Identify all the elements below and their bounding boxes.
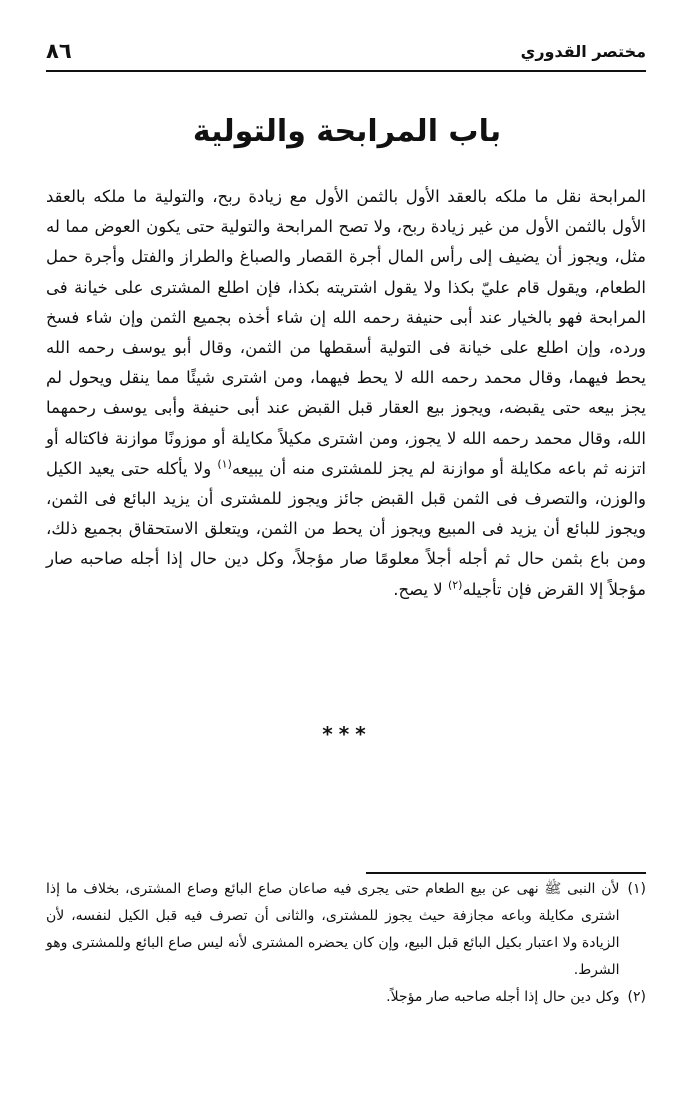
header-divider: [46, 70, 646, 72]
text-segment-3: لا يصح.: [393, 579, 448, 599]
footnote-text: لأن النبى ﷺ نهى عن بيع الطعام حتى يجرى فيه صاعان صاع البائع وصاع المشترى، بخلاف ما إذا اشترى مكايلة وباعه مجازفة حيث يجوز للمشترى، والثانى أن تصرف فيه قبل الكيل لنفسه، لأن الزيادة ولا اعتبار بكيل البائع قبل البيع، وإن كان يحضره المشترى لأنه ليس صاع البائع وللمشترى وهو الشرط.: [46, 881, 620, 978]
footnote-2: [46, 984, 646, 1011]
footnote-number: (١): [627, 881, 646, 897]
main-paragraph: [46, 182, 646, 605]
footnote-number: (٢): [627, 989, 646, 1005]
footnote-1: [46, 876, 646, 984]
footnote-text: وكل دين حال إذا أجله صاحبه صار مؤجلاً.: [386, 989, 620, 1005]
running-book-title: مختصر القدوري: [520, 41, 646, 61]
page-number: ٨٦: [46, 39, 72, 63]
text-segment-2: ولا يأكله حتى يعيد الكيل والوزن، والتصرف فى الثمن قبل القبض جائز ويجوز للمشترى أن يزيد البائع فى الثمن، ويجوز للبائع أن يزيد فى المبيع ويجوز أن يحط من الثمن، ويتعلق الاستحقاق بجميع ذلك، ومن باع بثمن حال ثم أجله أجلاً معلومًا صار مؤجلاً، وكل دين حال إذا أجله صاحبه صار مؤجلاً إلا القرض فإن تأجيله: [46, 458, 646, 599]
chapter-title: باب المرابحة والتولية: [192, 114, 502, 149]
main-text: [46, 182, 646, 605]
section-separator: ***: [322, 722, 372, 746]
footnote-ref-1[interactable]: (١): [217, 457, 232, 471]
footnote-divider: [366, 872, 646, 874]
page-header: [46, 36, 646, 66]
footnote-ref-2[interactable]: (٢): [447, 578, 463, 592]
text-segment-1: المرابحة نقل ما ملكه بالعقد الأول بالثمن الأول مع زيادة ربح، والتولية ما ملكه بالعقد الأول بالثمن الأول من غير زيادة ربح، ولا تصح المرابحة والتولية حتى يكون العوض مما له مثل، ويجوز أن يضيف إلى رأس المال أجرة القصار والصباغ والطراز والفتل وأجرة حمل الطعام، ويقول قام عليّ بكذا ولا يقول اشتريته بكذا، فإن اطلع المشترى على خيانة فى المرابحة فهو بالخيار عند أبى حنيفة رحمه الله إن شاء أخذه بجميع الثمن وإن شاء فسخ ورده، وإن اطلع على خيانة فى التولية أسقطها من الثمن، وقال أبو يوسف رحمه الله يحط فيهما، وقال محمد رحمه الله لا يحط فيهما، ومن اشترى شيئًا مما ينقل ويحول لم يجز بيعه حتى يقبضه، ويجوز بيع العقار قبل القبض عند أبى حنيفة وأبى يوسف رحمهما الله، وقال محمد رحمه الله لا يجوز، ومن اشترى مكيلاً مكايلة أو موزونًا موازنة فاكتاله أو اتزنه ثم باعه مكايلة أو موازنة لم يجز للمشترى منه أن يبيعه: [46, 187, 646, 478]
footnotes: [46, 876, 646, 1011]
